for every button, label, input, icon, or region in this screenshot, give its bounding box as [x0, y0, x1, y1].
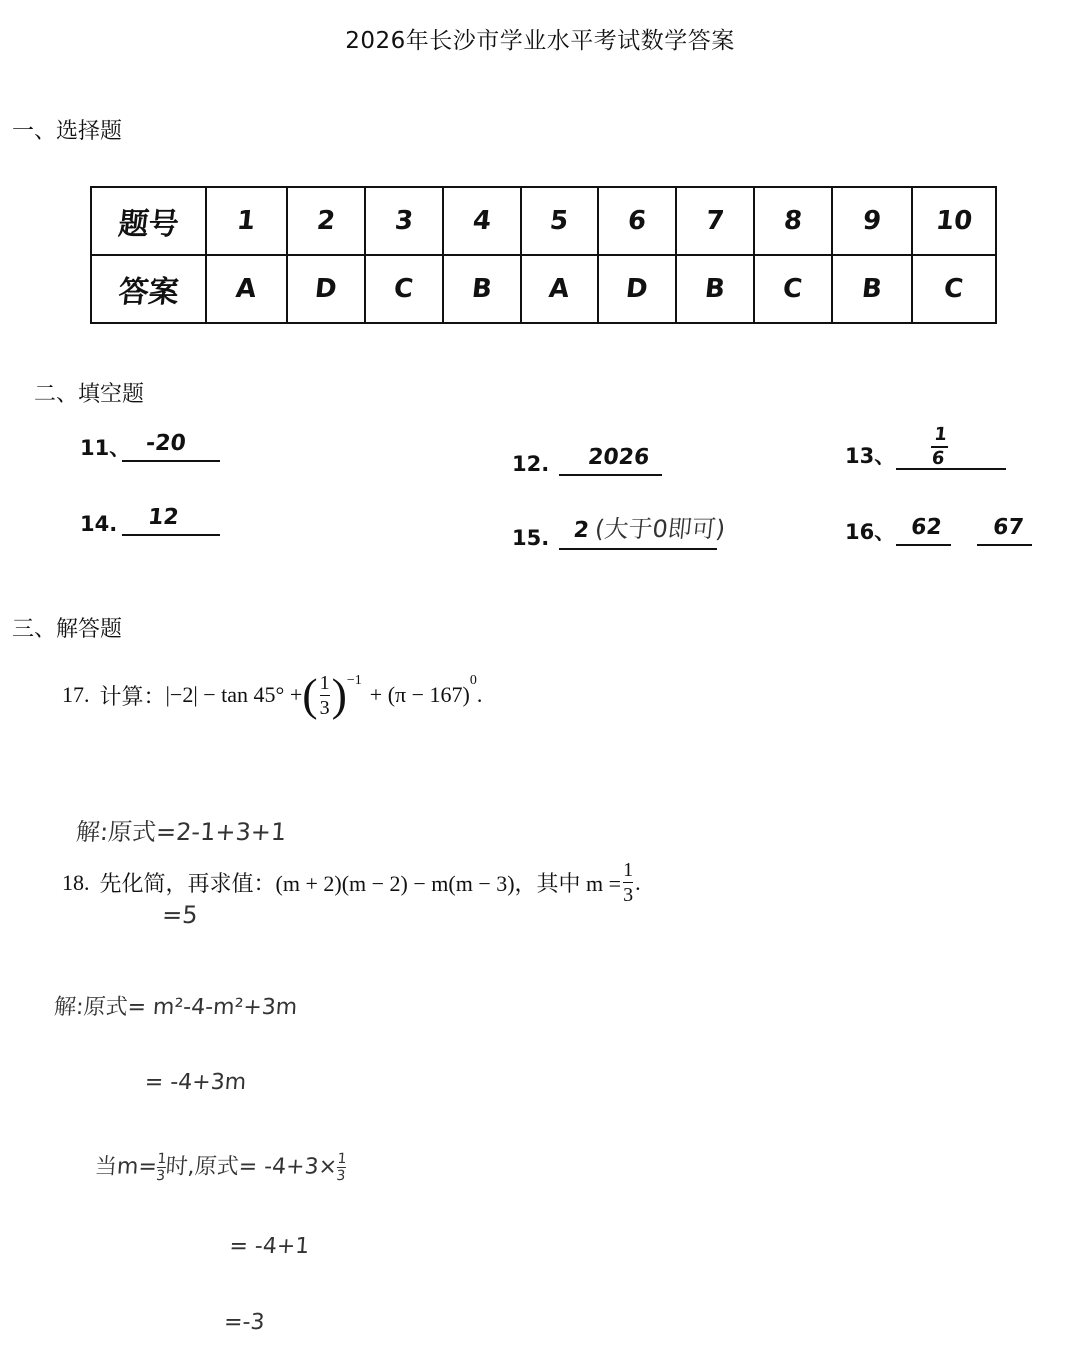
table-header-label: 题号	[91, 187, 206, 255]
table-cell-number: 1	[206, 187, 287, 255]
blank-line	[896, 544, 951, 546]
blank-answer-fraction: $\frac{1}{6}$	[930, 424, 948, 469]
problem-label: 17.	[62, 682, 90, 707]
blank-answer: -20	[144, 431, 188, 456]
blank-answer: 12	[146, 505, 180, 530]
table-row-answers	[91, 255, 996, 323]
section-heading-choice: 一、选择题	[12, 119, 123, 144]
problem-18	[62, 860, 641, 905]
table-cell-answer: A	[521, 255, 598, 323]
table-cell-answer: C	[912, 255, 996, 323]
blank-item-13	[845, 420, 1010, 470]
blank-number: 16、	[845, 520, 896, 544]
page-title: 2026年长沙市学业水平考试数学答案	[345, 28, 735, 54]
table-cell-number: 2	[287, 187, 365, 255]
table-cell-answer: B	[676, 255, 754, 323]
problem-label: 18.	[62, 869, 90, 895]
table-cell-answer: A	[206, 255, 287, 323]
table-cell-number: 7	[676, 187, 754, 255]
blank-item-15	[512, 510, 727, 550]
blank-answer: 2 (大于0即可)	[572, 515, 727, 543]
blank-line	[896, 468, 1006, 470]
table-cell-number: 9	[832, 187, 912, 255]
table-cell-number: 3	[365, 187, 443, 255]
problem-prompt: 先化简，再求值：	[99, 871, 276, 896]
blank-item-11	[80, 422, 225, 462]
blank-answer: 62	[909, 515, 943, 540]
table-answer-label: 答案	[91, 255, 206, 323]
section-heading-solve: 三、解答题	[12, 617, 123, 642]
answer-table	[90, 186, 997, 324]
blank-number: 14.	[80, 512, 118, 536]
table-cell-number: 5	[521, 187, 598, 255]
table-cell-answer: C	[754, 255, 832, 323]
blank-line	[122, 460, 220, 462]
table-cell-number: 8	[754, 187, 832, 255]
blank-line	[977, 544, 1032, 546]
blank-number: 13、	[845, 444, 896, 468]
blank-item-16	[845, 506, 1037, 546]
problem-17	[62, 669, 483, 720]
blank-number: 11、	[80, 436, 131, 460]
blank-note: (大于0即可)	[593, 515, 727, 543]
blank-answer: 2026	[586, 445, 651, 470]
problem-expression: (m + 2)(m − 2) − m(m − 3)，其中 m = $\frac{1}{3}$ .	[275, 859, 641, 906]
problem-prompt: 计算：	[99, 683, 166, 709]
blank-item-12	[512, 436, 667, 476]
blank-item-14	[80, 496, 225, 536]
table-cell-answer: D	[287, 255, 365, 323]
blank-answer: 67	[991, 515, 1025, 540]
blank-line	[559, 474, 662, 476]
table-cell-answer: D	[598, 255, 676, 323]
table-cell-number: 4	[443, 187, 521, 255]
solution-17: 解:原式=2-1+3+1 =5	[75, 818, 288, 929]
table-row-numbers	[91, 187, 996, 255]
blank-line	[122, 534, 220, 536]
table-cell-answer: C	[365, 255, 443, 323]
problem-expression: |−2| − tan 45° + ( $\frac{1}{3}$ ) −1 + (π − 167) 0 .	[165, 669, 483, 720]
section-heading-blank: 二、填空题	[34, 382, 145, 407]
table-cell-answer: B	[832, 255, 912, 323]
blank-number: 12.	[512, 452, 550, 476]
blank-number: 15.	[512, 526, 550, 550]
blank-line	[559, 548, 717, 550]
table-cell-number: 6	[598, 187, 676, 255]
table-cell-number: 10	[912, 187, 996, 255]
solution-18: 解:原式= m²-4-m²+3m = -4+3m 当m= $\frac{1}{3}$ 时,原式= -4+3× $\frac{1}{3}$ = -4+1 =-3	[53, 994, 348, 1335]
table-cell-answer: B	[443, 255, 521, 323]
